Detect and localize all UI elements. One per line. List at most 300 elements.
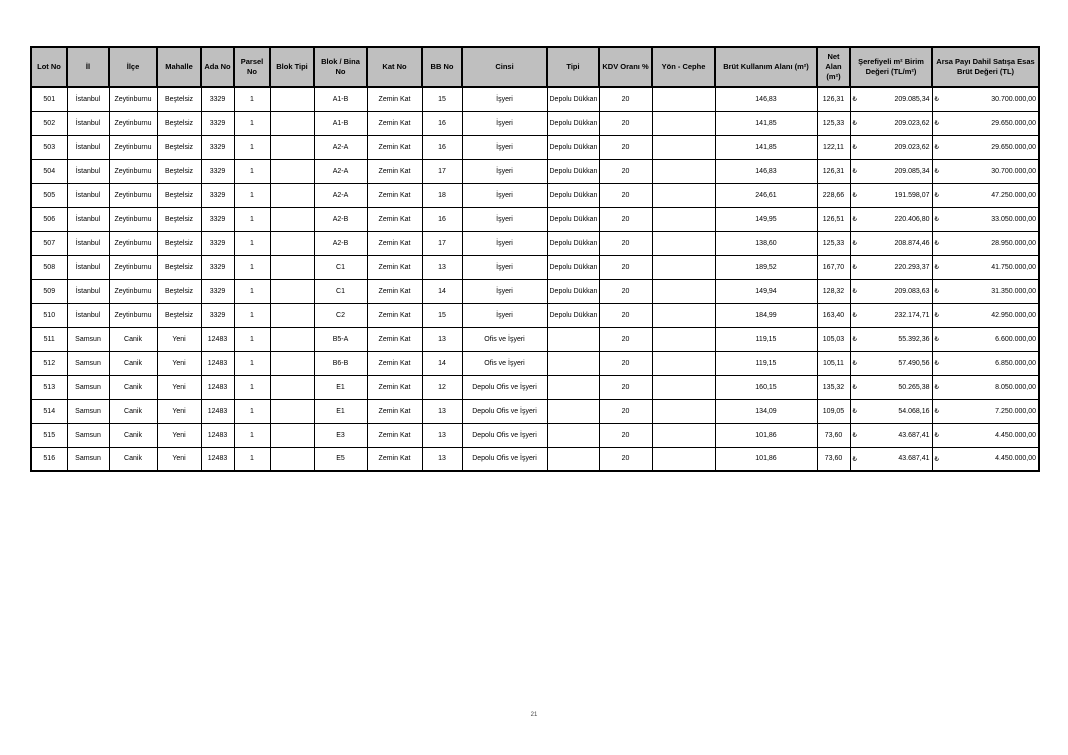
cell: Zeytinburnu <box>109 207 157 231</box>
cell: Zemin Kat <box>367 231 422 255</box>
cell: Yeni <box>157 351 201 375</box>
cell: 3329 <box>201 255 234 279</box>
cell: Depolu Dükkan <box>547 87 599 111</box>
cell: Yeni <box>157 399 201 423</box>
cell: 119,15 <box>715 351 817 375</box>
cell <box>270 159 314 183</box>
cell: E5 <box>314 447 367 471</box>
table-row <box>31 375 1039 399</box>
cell-value: 47.250.000,00 <box>991 191 1036 199</box>
cell <box>547 327 599 351</box>
cell: 1 <box>234 255 270 279</box>
cell <box>850 375 932 399</box>
table-row <box>31 111 1039 135</box>
cell-value: 29.650.000,00 <box>991 119 1036 127</box>
cell: Yeni <box>157 327 201 351</box>
table-row <box>31 399 1039 423</box>
cell: İstanbul <box>67 87 109 111</box>
cell: 20 <box>599 231 652 255</box>
lira-symbol: ₺ <box>934 192 939 199</box>
lots-table <box>30 46 1040 472</box>
cell: Zemin Kat <box>367 351 422 375</box>
cell <box>652 183 715 207</box>
cell <box>932 279 1039 303</box>
cell: Beştelsiz <box>157 303 201 327</box>
table-row <box>31 183 1039 207</box>
cell: Zeytinburnu <box>109 255 157 279</box>
cell: Depolu Ofis ve İşyeri <box>462 447 547 471</box>
lira-symbol: ₺ <box>852 192 857 199</box>
cell: 18 <box>422 183 462 207</box>
cell: İstanbul <box>67 231 109 255</box>
table-row <box>31 423 1039 447</box>
cell-value: 191.598,07 <box>894 191 930 199</box>
cell <box>652 111 715 135</box>
cell: 146,83 <box>715 159 817 183</box>
cell <box>270 279 314 303</box>
cell: 20 <box>599 351 652 375</box>
cell: Zemin Kat <box>367 87 422 111</box>
cell: Zemin Kat <box>367 375 422 399</box>
cell: 17 <box>422 159 462 183</box>
cell: B6-B <box>314 351 367 375</box>
cell: 13 <box>422 255 462 279</box>
cell <box>932 327 1039 351</box>
table-row <box>31 327 1039 351</box>
cell <box>850 447 932 471</box>
cell: Zeytinburnu <box>109 135 157 159</box>
cell <box>270 135 314 159</box>
cell-value: 54.068,16 <box>898 407 930 415</box>
cell: Beştelsiz <box>157 279 201 303</box>
cell: 504 <box>31 159 67 183</box>
cell <box>850 87 932 111</box>
column-header-arsa-payi-brut-degeri: Arsa Payı Dahil Satışa Esas Brüt Değeri (TL) <box>932 47 1039 87</box>
cell <box>850 111 932 135</box>
cell: 1 <box>234 375 270 399</box>
cell: 516 <box>31 447 67 471</box>
cell-value: 31.350.000,00 <box>991 287 1036 295</box>
cell: Depolu Dükkan <box>547 279 599 303</box>
cell: 125,33 <box>817 231 850 255</box>
cell-value: 220.406,80 <box>894 215 930 223</box>
cell: Beştelsiz <box>157 183 201 207</box>
cell: 3329 <box>201 135 234 159</box>
lira-symbol: ₺ <box>934 264 939 271</box>
cell <box>932 159 1039 183</box>
cell-value: 42.950.000,00 <box>991 311 1036 319</box>
cell: Beştelsiz <box>157 87 201 111</box>
lira-symbol: ₺ <box>852 360 857 367</box>
cell: 512 <box>31 351 67 375</box>
table-row <box>31 351 1039 375</box>
cell: 101,86 <box>715 447 817 471</box>
cell: 13 <box>422 447 462 471</box>
cell: 1 <box>234 87 270 111</box>
cell: 20 <box>599 255 652 279</box>
cell: 134,09 <box>715 399 817 423</box>
lira-symbol: ₺ <box>852 240 857 247</box>
cell <box>547 399 599 423</box>
cell: Yeni <box>157 375 201 399</box>
cell: 14 <box>422 279 462 303</box>
cell: Depolu Dükkan <box>547 207 599 231</box>
cell <box>932 111 1039 135</box>
cell: Canik <box>109 351 157 375</box>
cell: 135,32 <box>817 375 850 399</box>
lira-symbol: ₺ <box>852 144 857 151</box>
cell <box>932 351 1039 375</box>
cell <box>652 231 715 255</box>
cell <box>932 183 1039 207</box>
cell-value: 6.850.000,00 <box>995 359 1036 367</box>
cell <box>850 159 932 183</box>
cell-value: 209.083,63 <box>894 287 930 295</box>
cell: 12483 <box>201 423 234 447</box>
cell: 105,11 <box>817 351 850 375</box>
cell-value: 209.085,34 <box>894 95 930 103</box>
cell: İstanbul <box>67 135 109 159</box>
cell-value: 209.023,62 <box>894 119 930 127</box>
cell: 73,60 <box>817 447 850 471</box>
lira-symbol: ₺ <box>934 360 939 367</box>
cell: İstanbul <box>67 207 109 231</box>
cell: Beştelsiz <box>157 135 201 159</box>
cell: A2-A <box>314 135 367 159</box>
cell: 1 <box>234 399 270 423</box>
cell: Zeytinburnu <box>109 111 157 135</box>
cell <box>652 207 715 231</box>
cell: Zeytinburnu <box>109 87 157 111</box>
cell: 189,52 <box>715 255 817 279</box>
lira-symbol: ₺ <box>934 240 939 247</box>
cell: E1 <box>314 375 367 399</box>
cell: Depolu Dükkan <box>547 111 599 135</box>
cell <box>932 399 1039 423</box>
cell: Beştelsiz <box>157 111 201 135</box>
cell: A1-B <box>314 87 367 111</box>
cell <box>932 303 1039 327</box>
cell: Zemin Kat <box>367 183 422 207</box>
cell <box>652 399 715 423</box>
cell <box>932 375 1039 399</box>
cell: A2-A <box>314 183 367 207</box>
cell: 149,95 <box>715 207 817 231</box>
lira-symbol: ₺ <box>934 120 939 127</box>
column-header-tipi: Tipi <box>547 47 599 87</box>
cell: Depolu Dükkan <box>547 135 599 159</box>
table-row <box>31 135 1039 159</box>
cell: Samsun <box>67 447 109 471</box>
lira-symbol: ₺ <box>934 455 939 463</box>
cell <box>270 231 314 255</box>
column-header-mahalle: Mahalle <box>157 47 201 87</box>
cell: Beştelsiz <box>157 231 201 255</box>
cell <box>652 351 715 375</box>
lira-symbol: ₺ <box>852 312 857 319</box>
cell: 508 <box>31 255 67 279</box>
lira-symbol: ₺ <box>852 408 857 415</box>
table-row <box>31 303 1039 327</box>
column-header-parsel-no: Parsel No <box>234 47 270 87</box>
cell: 246,61 <box>715 183 817 207</box>
cell: 20 <box>599 111 652 135</box>
cell: Canik <box>109 399 157 423</box>
cell: 3329 <box>201 207 234 231</box>
cell: 128,32 <box>817 279 850 303</box>
cell: 507 <box>31 231 67 255</box>
cell <box>652 375 715 399</box>
lira-symbol: ₺ <box>852 168 857 175</box>
cell: Yeni <box>157 447 201 471</box>
cell: 1 <box>234 207 270 231</box>
cell <box>932 255 1039 279</box>
cell-value: 4.450.000,00 <box>995 431 1036 439</box>
cell: İstanbul <box>67 159 109 183</box>
lira-symbol: ₺ <box>852 384 857 391</box>
lira-symbol: ₺ <box>852 336 857 343</box>
cell-value: 220.293,37 <box>894 263 930 271</box>
cell: Canik <box>109 375 157 399</box>
lira-symbol: ₺ <box>934 144 939 151</box>
cell <box>932 423 1039 447</box>
cell: 163,40 <box>817 303 850 327</box>
cell: 1 <box>234 183 270 207</box>
lira-symbol: ₺ <box>852 216 857 223</box>
cell: A1-B <box>314 111 367 135</box>
cell: 502 <box>31 111 67 135</box>
cell: C1 <box>314 279 367 303</box>
cell: 1 <box>234 111 270 135</box>
cell-value: 41.750.000,00 <box>991 263 1036 271</box>
cell: 73,60 <box>817 423 850 447</box>
cell: 12483 <box>201 447 234 471</box>
cell: Zemin Kat <box>367 327 422 351</box>
cell <box>547 375 599 399</box>
cell: 20 <box>599 303 652 327</box>
cell: Ofis ve İşyeri <box>462 351 547 375</box>
cell: 12483 <box>201 351 234 375</box>
cell <box>652 423 715 447</box>
cell: 1 <box>234 279 270 303</box>
cell: 1 <box>234 231 270 255</box>
cell: 20 <box>599 207 652 231</box>
cell: İşyeri <box>462 111 547 135</box>
cell: Depolu Dükkan <box>547 303 599 327</box>
cell: 3329 <box>201 303 234 327</box>
cell: Samsun <box>67 375 109 399</box>
cell-value: 57.490,56 <box>898 359 930 367</box>
cell <box>270 87 314 111</box>
cell <box>850 327 932 351</box>
cell: Zemin Kat <box>367 255 422 279</box>
cell <box>270 255 314 279</box>
cell: İşyeri <box>462 303 547 327</box>
cell <box>652 87 715 111</box>
cell: 1 <box>234 447 270 471</box>
cell: 126,51 <box>817 207 850 231</box>
cell: 16 <box>422 207 462 231</box>
cell: 141,85 <box>715 111 817 135</box>
cell <box>270 183 314 207</box>
cell <box>850 183 932 207</box>
lira-symbol: ₺ <box>852 264 857 271</box>
column-header-serefiyeli-birim-degeri: Şerefiyeli m² Birim Değeri (TL/m²) <box>850 47 932 87</box>
cell <box>270 423 314 447</box>
cell: 149,94 <box>715 279 817 303</box>
cell: Samsun <box>67 351 109 375</box>
table-row <box>31 159 1039 183</box>
cell-value: 55.392,36 <box>898 335 930 343</box>
cell <box>547 447 599 471</box>
cell: 16 <box>422 111 462 135</box>
cell: Depolu Ofis ve İşyeri <box>462 375 547 399</box>
cell: 13 <box>422 399 462 423</box>
cell: 3329 <box>201 87 234 111</box>
cell: Depolu Ofis ve İşyeri <box>462 423 547 447</box>
table-row <box>31 87 1039 111</box>
cell: 126,31 <box>817 159 850 183</box>
cell: A2-B <box>314 231 367 255</box>
cell: İstanbul <box>67 303 109 327</box>
cell: 515 <box>31 423 67 447</box>
cell: 1 <box>234 351 270 375</box>
cell-value: 33.050.000,00 <box>991 215 1036 223</box>
lira-symbol: ₺ <box>934 216 939 223</box>
cell: 20 <box>599 327 652 351</box>
column-header-cinsi: Cinsi <box>462 47 547 87</box>
cell: 1 <box>234 303 270 327</box>
cell: 20 <box>599 375 652 399</box>
cell: 20 <box>599 87 652 111</box>
cell <box>270 327 314 351</box>
cell <box>932 207 1039 231</box>
cell <box>270 303 314 327</box>
cell: 12483 <box>201 375 234 399</box>
cell: 167,70 <box>817 255 850 279</box>
cell <box>932 135 1039 159</box>
cell: 505 <box>31 183 67 207</box>
cell-value: 6.600.000,00 <box>995 335 1036 343</box>
cell: 513 <box>31 375 67 399</box>
cell: Beştelsiz <box>157 207 201 231</box>
cell: Depolu Dükkan <box>547 231 599 255</box>
cell: 13 <box>422 327 462 351</box>
cell: C2 <box>314 303 367 327</box>
cell: Samsun <box>67 423 109 447</box>
cell: 160,15 <box>715 375 817 399</box>
cell: 122,11 <box>817 135 850 159</box>
lira-symbol: ₺ <box>934 336 939 343</box>
cell: 20 <box>599 399 652 423</box>
cell: A2-A <box>314 159 367 183</box>
cell: 1 <box>234 135 270 159</box>
column-header-net-alan: Net Alan (m²) <box>817 47 850 87</box>
cell: Zemin Kat <box>367 111 422 135</box>
cell <box>270 207 314 231</box>
cell: E3 <box>314 423 367 447</box>
table-row <box>31 255 1039 279</box>
cell: Canik <box>109 327 157 351</box>
lira-symbol: ₺ <box>934 288 939 295</box>
cell-value: 43.687,41 <box>898 455 930 463</box>
cell: Zeytinburnu <box>109 183 157 207</box>
cell: B5-A <box>314 327 367 351</box>
cell: İşyeri <box>462 135 547 159</box>
cell: 138,60 <box>715 231 817 255</box>
cell: 228,66 <box>817 183 850 207</box>
cell <box>270 399 314 423</box>
lira-symbol: ₺ <box>934 96 939 104</box>
cell <box>270 375 314 399</box>
cell: Depolu Dükkan <box>547 159 599 183</box>
cell-value: 208.874,46 <box>894 239 930 247</box>
column-header-bb-no: BB No <box>422 47 462 87</box>
cell: Zemin Kat <box>367 279 422 303</box>
cell-value: 43.687,41 <box>898 431 930 439</box>
cell-value: 209.085,34 <box>894 167 930 175</box>
column-header-kdv-orani: KDV Oranı % <box>599 47 652 87</box>
table-row <box>31 207 1039 231</box>
cell: Canik <box>109 447 157 471</box>
cell <box>652 279 715 303</box>
cell: İşyeri <box>462 183 547 207</box>
cell: 14 <box>422 351 462 375</box>
cell: 20 <box>599 447 652 471</box>
cell: E1 <box>314 399 367 423</box>
cell: Zeytinburnu <box>109 159 157 183</box>
cell: 12 <box>422 375 462 399</box>
cell: İşyeri <box>462 279 547 303</box>
cell: 146,83 <box>715 87 817 111</box>
cell: 12483 <box>201 327 234 351</box>
table-body <box>31 87 1039 471</box>
cell: 101,86 <box>715 423 817 447</box>
header-row <box>31 47 1039 87</box>
cell: 126,31 <box>817 87 850 111</box>
cell: 20 <box>599 279 652 303</box>
cell-value: 232.174,71 <box>894 311 930 319</box>
cell-value: 209.023,62 <box>894 143 930 151</box>
lira-symbol: ₺ <box>852 288 857 295</box>
cell: Zemin Kat <box>367 399 422 423</box>
cell-value: 28.950.000,00 <box>991 239 1036 247</box>
cell-value: 4.450.000,00 <box>995 455 1036 463</box>
column-header-blok-bina-no: Blok / Bina No <box>314 47 367 87</box>
cell: İşyeri <box>462 159 547 183</box>
cell: İstanbul <box>67 255 109 279</box>
column-header-il: İl <box>67 47 109 87</box>
cell: 503 <box>31 135 67 159</box>
cell: 20 <box>599 183 652 207</box>
cell: 15 <box>422 87 462 111</box>
cell <box>547 423 599 447</box>
cell: 20 <box>599 159 652 183</box>
cell: Beştelsiz <box>157 255 201 279</box>
cell: 20 <box>599 135 652 159</box>
table-header <box>31 47 1039 87</box>
cell: C1 <box>314 255 367 279</box>
cell <box>932 447 1039 471</box>
cell: Depolu Ofis ve İşyeri <box>462 399 547 423</box>
cell: 16 <box>422 135 462 159</box>
lira-symbol: ₺ <box>934 384 939 391</box>
table-row <box>31 447 1039 471</box>
column-header-brut-kullanim-alani: Brüt Kullanım Alanı (m²) <box>715 47 817 87</box>
cell <box>932 231 1039 255</box>
cell: 15 <box>422 303 462 327</box>
cell: 1 <box>234 327 270 351</box>
